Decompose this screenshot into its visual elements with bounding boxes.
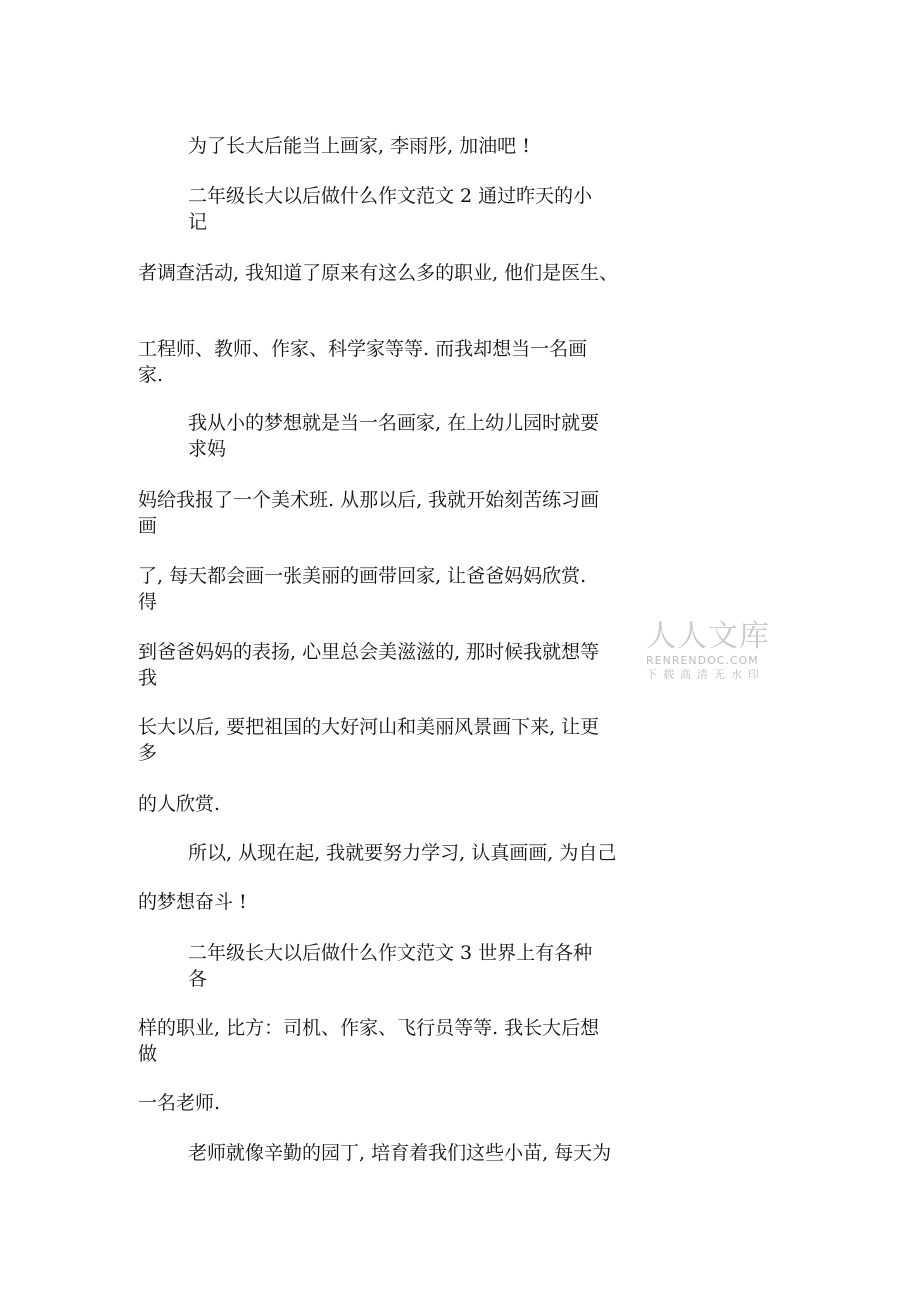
text-line: 得 [138,591,158,613]
text-line: 画 [138,515,158,537]
watermark-subtitle: 下载高清无水印 [646,668,765,681]
text-line: 记 [188,211,208,233]
text-line: 二年级长大以后做什么作文范文 2 通过昨天的小 [188,185,593,207]
text-line: 我从小的梦想就是当一名画家, 在上幼儿园时就要 [188,412,600,434]
text-line: 我 [138,667,158,689]
text-line: 长大以后, 要把祖国的大好河山和美丽风景画下来, 让更 [138,716,600,738]
watermark [646,620,776,682]
watermark-domain: RENRENDOC.COM [646,654,759,667]
text-line: 一名老师. [138,1092,221,1114]
text-line: 二年级长大以后做什么作文范文 3 世界上有各种 [188,942,593,964]
text-line: 妈给我报了一个美术班. 从那以后, 我就开始刻苦练习画 [138,489,600,511]
text-line: 的梦想奋斗 ! [138,891,247,913]
watermark-title: 人人文库 [646,619,770,654]
text-line: 到爸爸妈妈的表扬, 心里总会美滋滋的, 那时候我就想等 [138,641,600,663]
text-line: 各 [188,968,208,990]
text-line: 样的职业, 比方：司机、作家、飞行员等等. 我长大后想 [138,1017,600,1039]
text-line: 老师就像辛勤的园丁, 培育着我们这些小苗, 每天为 [188,1142,612,1164]
text-line: 多 [138,742,158,764]
text-line: 求妈 [188,438,227,460]
text-line: 者调查活动, 我知道了原来有这么多的职业, 他们是医生、 [138,262,619,284]
text-line: 所以, 从现在起, 我就要努力学习, 认真画画, 为自己 [188,842,617,864]
text-line: 家. [138,364,164,386]
text-line: 的人欣赏. [138,793,221,815]
text-line: 了, 每天都会画一张美丽的画带回家, 让爸爸妈妈欣赏. [138,565,587,587]
text-line: 工程师、教师、作家、科学家等等. 而我却想当一名画 [138,338,588,360]
text-line: 为了长大后能当上画家, 李雨彤, 加油吧 ! [188,135,530,157]
text-line: 做 [138,1043,158,1065]
